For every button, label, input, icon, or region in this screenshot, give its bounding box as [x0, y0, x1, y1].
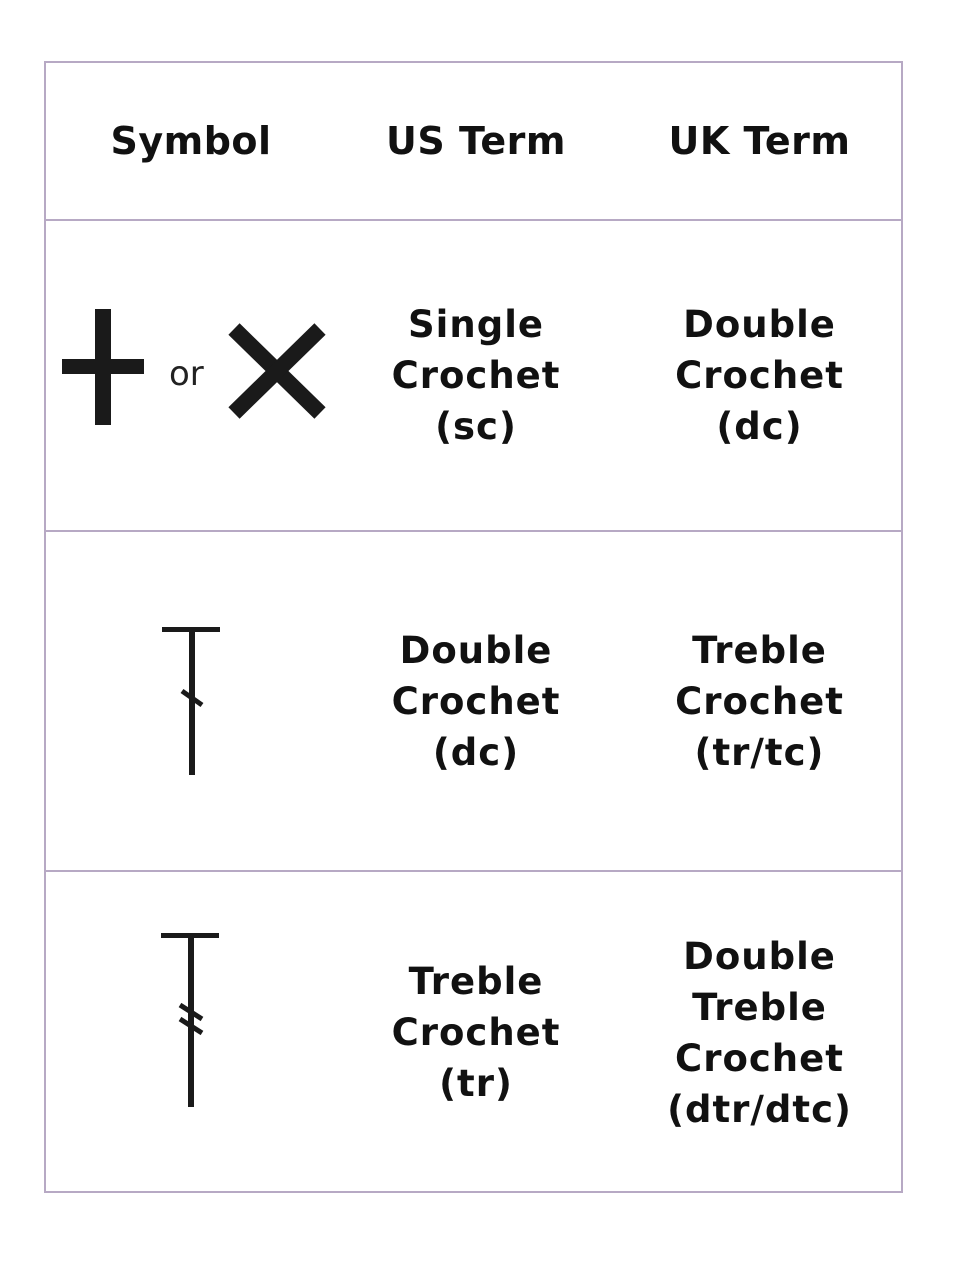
us-term-line: (tr): [439, 1062, 513, 1105]
uk-term-line: Double: [683, 303, 836, 346]
table-row-single-crochet: [46, 219, 901, 530]
uk-term-line: (tr/tc): [694, 730, 825, 774]
us-term-cell: [336, 872, 616, 1193]
uk-term-line: Crochet: [675, 354, 844, 397]
header-uk-term: UK Term: [668, 119, 851, 163]
symbol-cell: [46, 221, 336, 530]
uk-term-line: (dtr/dtc): [667, 1087, 852, 1131]
or-label: or: [169, 354, 204, 394]
uk-term-line: Crochet: [675, 679, 844, 723]
uk-term-line: Double: [683, 934, 836, 978]
header-row: [46, 63, 901, 219]
x-symbol-icon: [228, 323, 326, 419]
uk-term-cell: [616, 872, 903, 1193]
header-symbol: Symbol: [110, 119, 272, 163]
uk-term-line: Treble: [692, 628, 827, 672]
uk-term-cell: [616, 532, 903, 870]
us-term-cell: [336, 532, 616, 870]
us-term-line: Double: [399, 628, 553, 672]
us-term-line: (dc): [432, 730, 520, 774]
symbol-cell: [46, 872, 336, 1193]
double-crochet-symbol-icon: [162, 627, 222, 777]
us-term-line: Crochet: [391, 354, 561, 397]
table-row-double-crochet: [46, 530, 901, 870]
us-term-line: Crochet: [391, 679, 561, 723]
uk-term-line: (dc): [716, 405, 803, 448]
table-row-treble-crochet: [46, 870, 901, 1193]
us-term-cell: [336, 221, 616, 530]
plus-symbol-icon: [62, 309, 144, 425]
header-us-term: US Term: [386, 119, 566, 163]
symbol-cell: [46, 532, 336, 870]
us-term-line: (sc): [435, 405, 517, 448]
us-term-line: Single: [408, 303, 544, 346]
uk-term-cell: [616, 221, 903, 530]
uk-term-line: Crochet: [675, 1036, 844, 1080]
us-term-line: Treble: [408, 960, 544, 1003]
treble-crochet-symbol-icon: [161, 933, 221, 1109]
us-term-line: Crochet: [391, 1011, 561, 1054]
uk-term-line: Treble: [692, 985, 827, 1029]
crochet-terms-table: [44, 61, 903, 1193]
